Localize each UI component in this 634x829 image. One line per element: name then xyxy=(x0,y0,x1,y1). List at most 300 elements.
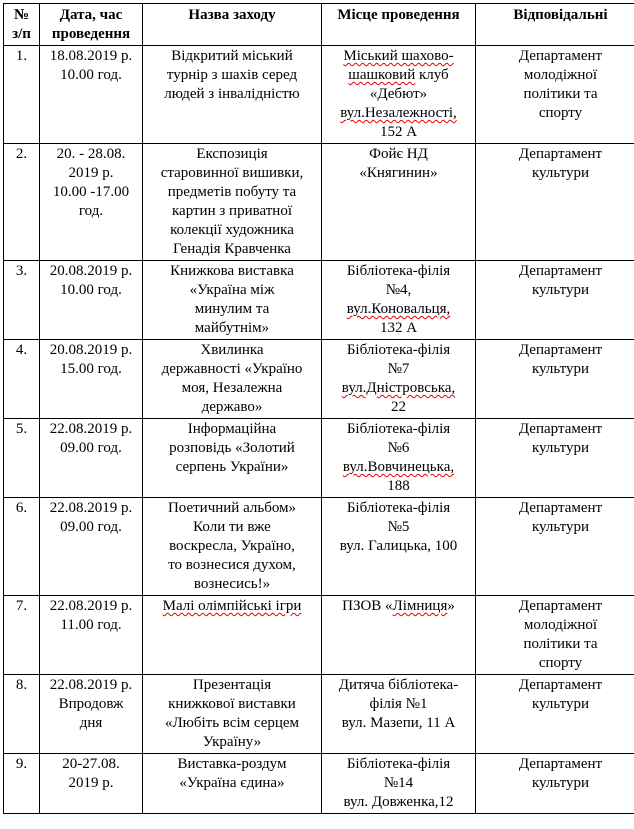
cell-line xyxy=(42,47,140,66)
text-segment: 1. xyxy=(16,48,27,64)
cell-line xyxy=(145,733,319,752)
table-row xyxy=(4,675,634,754)
text-segment: 10.00 год. xyxy=(60,67,122,83)
cell-line xyxy=(324,714,473,733)
cell-line xyxy=(42,6,140,25)
cell-line xyxy=(145,6,319,25)
cell-line xyxy=(478,518,634,537)
text-segment: «Любіть всім серцем xyxy=(165,715,299,731)
cell-line xyxy=(324,164,473,183)
spellcheck-marked-text: Малі олімпійські ігри xyxy=(163,598,302,614)
place-cell xyxy=(322,46,476,144)
cell-line xyxy=(324,319,473,338)
table-row xyxy=(4,144,634,261)
text-segment: предметів побуту та xyxy=(168,184,296,200)
text-segment: Відкритий міський xyxy=(171,48,292,64)
cell-line xyxy=(324,755,473,774)
cell-line xyxy=(145,145,319,164)
text-segment: Коли ти вже xyxy=(193,519,271,535)
text-segment: 188 xyxy=(387,478,410,494)
text-segment: Департамент xyxy=(519,500,602,516)
text-segment: 7. xyxy=(16,598,27,614)
text-segment: «Україна єдина» xyxy=(179,775,284,791)
text-segment: 3. xyxy=(16,263,27,279)
event-cell xyxy=(143,261,322,340)
cell-line xyxy=(145,499,319,518)
text-segment: державо» xyxy=(202,399,263,415)
column-header-event xyxy=(143,4,322,46)
text-segment: 22.08.2019 р. xyxy=(50,500,133,516)
cell-line xyxy=(42,66,140,85)
cell-line xyxy=(478,145,634,164)
text-segment: політики та xyxy=(523,636,597,652)
cell-line xyxy=(324,66,473,85)
spellcheck-marked-text: Міський шахово- xyxy=(343,48,453,64)
cell-line xyxy=(478,439,634,458)
events-table-body xyxy=(4,46,634,814)
cell-line xyxy=(324,499,473,518)
text-segment: Генадія Кравченка xyxy=(173,241,291,257)
event-cell xyxy=(143,340,322,419)
text-segment: Департамент xyxy=(519,677,602,693)
text-segment: 22.08.2019 р. xyxy=(50,421,133,437)
table-row xyxy=(4,340,634,419)
place-cell xyxy=(322,754,476,814)
text-segment: 9. xyxy=(16,756,27,772)
responsible-cell xyxy=(476,419,634,498)
text-segment: Дата, час xyxy=(60,7,123,23)
text-segment: 11.00 год. xyxy=(60,617,121,633)
num-cell xyxy=(4,675,40,754)
text-segment: 10.00 год. xyxy=(60,282,122,298)
text-segment: Бібліотека-філія xyxy=(347,342,450,358)
text-segment: № xyxy=(14,7,29,23)
cell-line xyxy=(145,537,319,556)
cell-line xyxy=(6,341,37,360)
text-segment: клуб xyxy=(415,67,448,83)
cell-line xyxy=(6,25,37,44)
text-segment: Дитяча бібліотека- xyxy=(339,677,458,693)
num-cell xyxy=(4,596,40,675)
cell-line xyxy=(6,6,37,25)
cell-line xyxy=(145,164,319,183)
cell-line xyxy=(145,575,319,594)
cell-line xyxy=(6,755,37,774)
column-header-datetime xyxy=(40,4,143,46)
date-cell xyxy=(40,340,143,419)
text-segment: Департамент xyxy=(519,48,602,64)
cell-line xyxy=(478,341,634,360)
cell-line xyxy=(145,85,319,104)
cell-line xyxy=(145,420,319,439)
event-cell xyxy=(143,144,322,261)
cell-line xyxy=(42,439,140,458)
text-segment: 6. xyxy=(16,500,27,516)
date-cell xyxy=(40,46,143,144)
cell-line xyxy=(478,164,634,183)
cell-line xyxy=(324,398,473,417)
cell-line xyxy=(478,654,634,673)
cell-line xyxy=(324,6,473,25)
cell-line xyxy=(145,398,319,417)
date-cell xyxy=(40,419,143,498)
num-cell xyxy=(4,419,40,498)
text-segment: Україну» xyxy=(203,734,261,750)
cell-line xyxy=(145,281,319,300)
cell-line xyxy=(6,145,37,164)
text-segment: людей з інвалідністю xyxy=(164,86,299,102)
text-segment: 132 А xyxy=(380,320,417,336)
text-segment: політики та xyxy=(523,86,597,102)
cell-line xyxy=(145,341,319,360)
spellcheck-marked-text: вул.Коновальця, xyxy=(347,301,451,317)
cell-line xyxy=(324,597,473,616)
cell-line xyxy=(42,202,140,221)
cell-line xyxy=(324,518,473,537)
text-segment: ПЗОВ « xyxy=(342,598,392,614)
event-cell xyxy=(143,754,322,814)
text-segment: 09.00 год. xyxy=(60,440,122,456)
text-segment: культури xyxy=(532,696,589,712)
text-segment: №6 xyxy=(388,440,410,456)
cell-line xyxy=(42,25,140,44)
text-segment: 4. xyxy=(16,342,27,358)
text-segment: 09.00 год. xyxy=(60,519,122,535)
cell-line xyxy=(145,597,319,616)
text-segment: вул. Мазепи, 11 А xyxy=(342,715,456,731)
spellcheck-marked-text: вул.Дністровська, xyxy=(342,380,455,396)
text-segment: майбутнім» xyxy=(195,320,269,336)
cell-line xyxy=(42,774,140,793)
cell-line xyxy=(42,755,140,774)
cell-line xyxy=(478,616,634,635)
date-cell xyxy=(40,498,143,596)
text-segment: то вознесися духом, xyxy=(168,557,296,573)
cell-line xyxy=(42,499,140,518)
spellcheck-marked-text: Лімниця xyxy=(393,598,448,614)
text-segment: Місце проведення xyxy=(337,7,459,23)
text-segment: Назва заходу xyxy=(188,7,275,23)
cell-line xyxy=(42,281,140,300)
cell-line xyxy=(324,537,473,556)
text-segment: 22 xyxy=(391,399,406,415)
place-cell xyxy=(322,675,476,754)
cell-line xyxy=(478,85,634,104)
cell-line xyxy=(324,47,473,66)
text-segment: 18.08.2019 р. xyxy=(50,48,133,64)
event-cell xyxy=(143,498,322,596)
table-row xyxy=(4,596,634,675)
column-header-responsible xyxy=(476,4,634,46)
text-segment: розповідь «Золотий xyxy=(169,440,295,456)
cell-line xyxy=(145,518,319,537)
text-segment: минулим та xyxy=(195,301,270,317)
text-segment: культури xyxy=(532,282,589,298)
text-segment: Департамент xyxy=(519,342,602,358)
text-segment: Хвилинка xyxy=(200,342,263,358)
text-segment: молодіжної xyxy=(524,617,597,633)
text-segment: вул. Галицька, 100 xyxy=(340,538,458,554)
text-segment: Департамент xyxy=(519,421,602,437)
responsible-cell xyxy=(476,596,634,675)
responsible-cell xyxy=(476,498,634,596)
cell-line xyxy=(145,183,319,202)
cell-line xyxy=(478,774,634,793)
text-segment: 2. xyxy=(16,146,27,162)
text-segment: 10.00 -17.00 xyxy=(53,184,129,200)
cell-line xyxy=(478,66,634,85)
table-row xyxy=(4,261,634,340)
cell-line xyxy=(324,123,473,142)
text-segment: Інформаційна xyxy=(188,421,276,437)
cell-line xyxy=(324,341,473,360)
cell-line xyxy=(6,676,37,695)
text-segment: вознесись!» xyxy=(194,576,270,592)
event-cell xyxy=(143,419,322,498)
text-segment: 22.08.2019 р. xyxy=(50,598,133,614)
text-segment: культури xyxy=(532,440,589,456)
cell-line xyxy=(145,300,319,319)
responsible-cell xyxy=(476,340,634,419)
text-segment: Департамент xyxy=(519,146,602,162)
cell-line xyxy=(478,676,634,695)
text-segment: №5 xyxy=(388,519,410,535)
cell-line xyxy=(42,676,140,695)
text-segment: Книжкова виставка xyxy=(170,263,294,279)
text-segment: вул. Довженка,12 xyxy=(343,794,453,810)
cell-line xyxy=(324,793,473,812)
table-row xyxy=(4,754,634,814)
text-segment: державності «Україно xyxy=(162,361,303,377)
text-segment: Бібліотека-філія xyxy=(347,263,450,279)
text-segment: спорту xyxy=(539,655,582,671)
cell-line xyxy=(324,439,473,458)
text-segment: №4, xyxy=(386,282,412,298)
place-cell xyxy=(322,340,476,419)
date-cell xyxy=(40,675,143,754)
cell-line xyxy=(6,47,37,66)
text-segment: Презентація xyxy=(193,677,271,693)
text-segment: 2019 р. xyxy=(69,775,114,791)
cell-line xyxy=(42,597,140,616)
text-segment: 22.08.2019 р. xyxy=(50,677,133,693)
text-segment: Бібліотека-філія xyxy=(347,421,450,437)
cell-line xyxy=(478,281,634,300)
cell-line xyxy=(478,420,634,439)
text-segment: культури xyxy=(532,519,589,535)
text-segment: Бібліотека-філія xyxy=(347,500,450,516)
cell-line xyxy=(145,360,319,379)
cell-line xyxy=(145,202,319,221)
table-row xyxy=(4,46,634,144)
cell-line xyxy=(6,420,37,439)
text-segment: 5. xyxy=(16,421,27,437)
place-cell xyxy=(322,596,476,675)
num-cell xyxy=(4,46,40,144)
text-segment: 20. - 28.08. xyxy=(57,146,126,162)
table-row xyxy=(4,498,634,596)
num-cell xyxy=(4,498,40,596)
text-segment: турнір з шахів серед xyxy=(167,67,297,83)
cell-line xyxy=(145,714,319,733)
cell-line xyxy=(42,183,140,202)
text-segment: 15.00 год. xyxy=(60,361,122,377)
cell-line xyxy=(42,360,140,379)
num-cell xyxy=(4,340,40,419)
num-cell xyxy=(4,261,40,340)
cell-line xyxy=(324,477,473,496)
cell-line xyxy=(324,458,473,477)
cell-line xyxy=(42,714,140,733)
date-cell xyxy=(40,144,143,261)
cell-line xyxy=(145,221,319,240)
cell-line xyxy=(478,6,634,25)
text-segment: 20-27.08. xyxy=(62,756,120,772)
cell-line xyxy=(42,145,140,164)
cell-line xyxy=(42,518,140,537)
responsible-cell xyxy=(476,261,634,340)
text-segment: Фойє НД xyxy=(369,146,428,162)
date-cell xyxy=(40,261,143,340)
cell-line xyxy=(145,47,319,66)
cell-line xyxy=(478,104,634,123)
text-segment: год. xyxy=(79,203,103,219)
text-segment: » xyxy=(447,598,455,614)
text-segment: №14 xyxy=(384,775,413,791)
event-cell xyxy=(143,46,322,144)
cell-line xyxy=(324,695,473,714)
text-segment: Виставка-роздум xyxy=(178,756,287,772)
text-segment: воскресла, Україно, xyxy=(169,538,295,554)
cell-line xyxy=(145,262,319,281)
cell-line xyxy=(145,774,319,793)
cell-line xyxy=(324,85,473,104)
cell-line xyxy=(42,616,140,635)
cell-line xyxy=(324,281,473,300)
text-segment: Департамент xyxy=(519,756,602,772)
header-row xyxy=(4,4,634,46)
text-segment: 20.08.2019 р. xyxy=(50,342,133,358)
table-row xyxy=(4,419,634,498)
text-segment: Експозиція xyxy=(196,146,267,162)
cell-line xyxy=(478,695,634,714)
cell-line xyxy=(145,676,319,695)
text-segment: Департамент xyxy=(519,598,602,614)
text-segment: культури xyxy=(532,775,589,791)
cell-line xyxy=(478,597,634,616)
cell-line xyxy=(6,499,37,518)
cell-line xyxy=(145,556,319,575)
cell-line xyxy=(324,262,473,281)
responsible-cell xyxy=(476,675,634,754)
cell-line xyxy=(145,695,319,714)
cell-line xyxy=(42,695,140,714)
text-segment: «Княгинин» xyxy=(359,165,437,181)
responsible-cell xyxy=(476,754,634,814)
text-segment: культури xyxy=(532,361,589,377)
cell-line xyxy=(145,379,319,398)
place-cell xyxy=(322,498,476,596)
cell-line xyxy=(42,341,140,360)
cell-line xyxy=(6,262,37,281)
text-segment: книжкової виставки xyxy=(168,696,296,712)
place-cell xyxy=(322,261,476,340)
cell-line xyxy=(6,597,37,616)
cell-line xyxy=(42,420,140,439)
text-segment: молодіжної xyxy=(524,67,597,83)
date-cell xyxy=(40,754,143,814)
cell-line xyxy=(324,300,473,319)
text-segment: Бібліотека-філія xyxy=(347,756,450,772)
text-segment: 152 А xyxy=(380,124,417,140)
text-segment: №7 xyxy=(388,361,410,377)
cell-line xyxy=(145,458,319,477)
text-segment: з/п xyxy=(12,26,31,42)
text-segment: «Дебют» xyxy=(370,86,427,102)
text-segment: Відповідальні xyxy=(513,7,607,23)
cell-line xyxy=(42,164,140,183)
cell-line xyxy=(145,240,319,259)
cell-line xyxy=(324,360,473,379)
cell-line xyxy=(145,755,319,774)
text-segment: старовинної вишивки, xyxy=(161,165,303,181)
text-segment: філія №1 xyxy=(369,696,427,712)
text-segment: картин з приватної xyxy=(172,203,292,219)
cell-line xyxy=(145,319,319,338)
cell-line xyxy=(478,47,634,66)
spellcheck-marked-text: вул.Вовчинецька, xyxy=(343,459,454,475)
cell-line xyxy=(478,499,634,518)
place-cell xyxy=(322,144,476,261)
text-segment: серпень України» xyxy=(176,459,289,475)
cell-line xyxy=(478,360,634,379)
text-segment: спорту xyxy=(539,105,582,121)
date-cell xyxy=(40,596,143,675)
num-cell xyxy=(4,144,40,261)
cell-line xyxy=(145,66,319,85)
text-segment: Поетичний альбом» xyxy=(168,500,296,516)
cell-line xyxy=(478,635,634,654)
text-segment: моя, Незалежна xyxy=(182,380,283,396)
column-header-num xyxy=(4,4,40,46)
events-table xyxy=(3,3,634,814)
text-segment: проведення xyxy=(52,26,130,42)
text-segment: «Україна між xyxy=(190,282,275,298)
text-segment: 8. xyxy=(16,677,27,693)
spellcheck-marked-text: шашковий xyxy=(348,67,415,83)
cell-line xyxy=(478,262,634,281)
cell-line xyxy=(324,676,473,695)
cell-line xyxy=(145,439,319,458)
event-cell xyxy=(143,596,322,675)
cell-line xyxy=(324,104,473,123)
num-cell xyxy=(4,754,40,814)
text-segment: 2019 р. xyxy=(69,165,114,181)
cell-line xyxy=(478,755,634,774)
text-segment: Департамент xyxy=(519,263,602,279)
cell-line xyxy=(42,262,140,281)
text-segment: культури xyxy=(532,165,589,181)
responsible-cell xyxy=(476,144,634,261)
cell-line xyxy=(324,420,473,439)
place-cell xyxy=(322,419,476,498)
cell-line xyxy=(324,145,473,164)
text-segment: колекції художника xyxy=(170,222,294,238)
spellcheck-marked-text: вул.Незалежності, xyxy=(340,105,457,121)
text-segment: Впродовж xyxy=(59,696,124,712)
responsible-cell xyxy=(476,46,634,144)
cell-line xyxy=(324,379,473,398)
